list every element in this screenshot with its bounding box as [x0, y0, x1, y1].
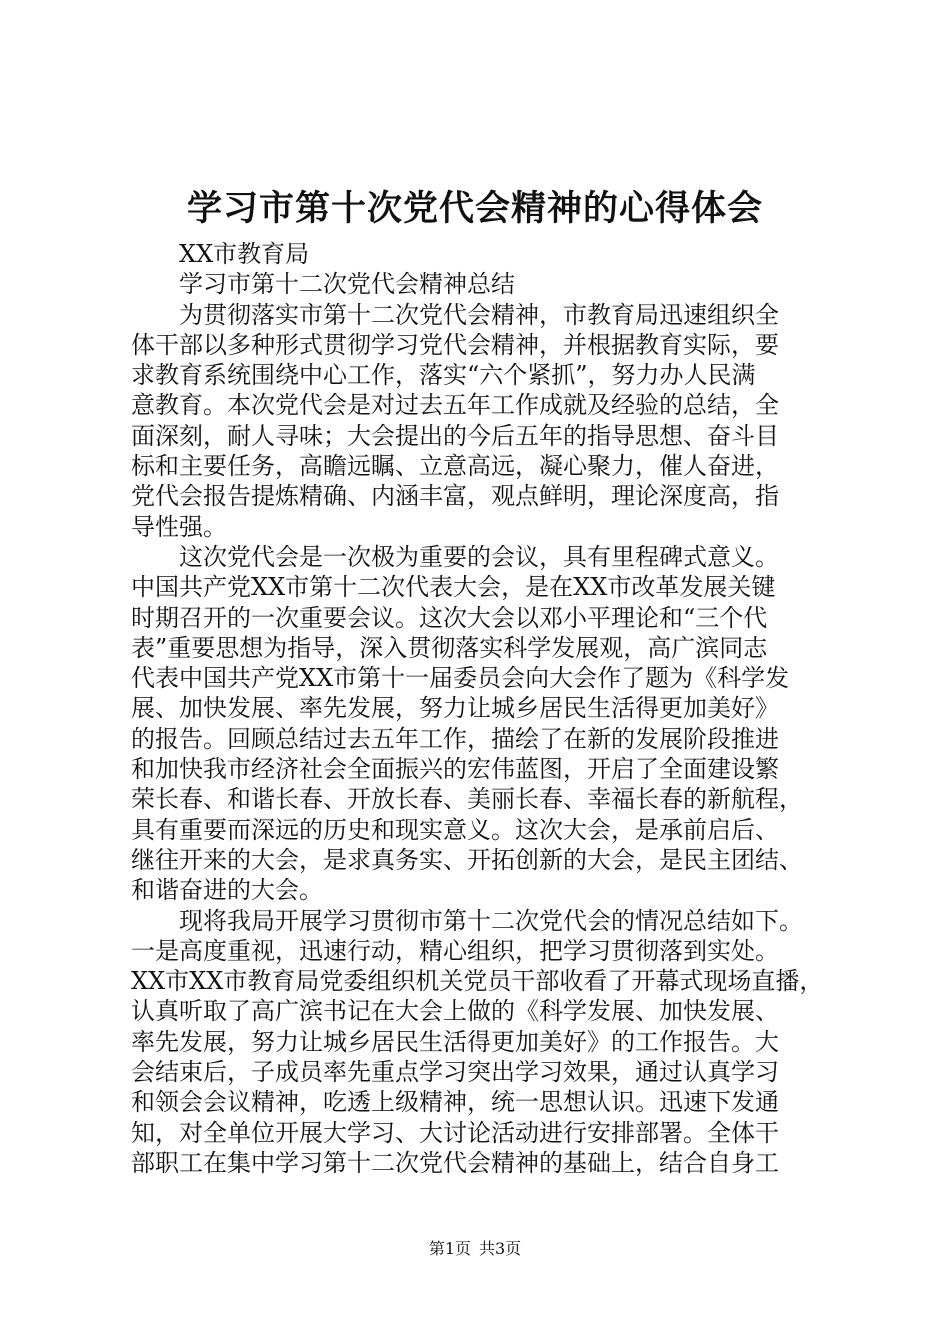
body-line: 和加快我市经济社会全面振兴的宏伟蓝图，开启了全面建设繁: [131, 755, 779, 784]
body-line: 知，对全单位开展大学习、大讨论活动进行安排部署。全体干: [131, 1118, 779, 1147]
body-line: 中国共产党XX市第十二次代表大会，是在XX市改革发展关键: [131, 573, 776, 602]
body-line: 面深刻，耐人寻味；大会提出的今后五年的指导思想、奋斗目: [131, 421, 779, 450]
body-line: 一是高度重视，迅速行动，精心组织，把学习贯彻落到实处。: [131, 936, 779, 965]
body-line: 党代会报告提炼精确、内涵丰富，观点鲜明，理论深度高，指: [131, 482, 779, 511]
body-line: 和领会会议精神，吃透上级精神，统一思想认识。迅速下发通: [131, 1088, 779, 1117]
body-line: 求教育系统围绕中心工作，落实“六个紧抓”，努力办人民满: [131, 361, 756, 390]
document-body: [131, 239, 827, 1178]
page-footer: [0, 1237, 950, 1261]
body-line: XX市教育局: [179, 240, 310, 268]
body-line: 部职工在集中学习第十二次党代会精神的基础上，结合自身工: [131, 1148, 779, 1177]
body-line: 表”重要思想为指导，深入贯彻落实科学发展观，高广滨同志: [131, 633, 768, 662]
body-line: 导性强。: [131, 512, 227, 541]
body-line: 继往开来的大会，是求真务实、开拓创新的大会，是民主团结、: [131, 845, 803, 874]
page-number: 第1页: [428, 1239, 471, 1258]
page-total: 共3页: [479, 1239, 522, 1258]
body-line: 的报告。回顾总结过去五年工作，描绘了在新的发展阶段推进: [131, 724, 779, 753]
document-title: 学习市第十次党代会精神的心得体会: [186, 188, 763, 229]
body-line: 意教育。本次党代会是对过去五年工作成就及经验的总结，全: [131, 391, 779, 420]
body-line: 荣长春、和谐长春、开放长春、美丽长春、幸福长春的新航程，: [131, 785, 803, 814]
body-line: XX市XX市教育局党委组织机关党员干部收看了开幕式现场直播，: [131, 967, 824, 996]
body-line: 为贯彻落实市第十二次党代会精神，市教育局迅速组织全: [179, 300, 779, 329]
body-line: 时期召开的一次重要会议。这次大会以邓小平理论和“三个代: [131, 603, 768, 632]
body-line: 标和主要任务，高瞻远瞩、立意高远，凝心聚力，催人奋进，: [131, 452, 779, 481]
body-line: 现将我局开展学习贯彻市第十二次党代会的情况总结如下。: [179, 906, 803, 935]
body-line: 体干部以多种形式贯彻学习党代会精神，并根据教育实际，要: [131, 330, 779, 359]
body-line: 会结束后，子成员率先重点学习突出学习效果，通过认真学习: [131, 1058, 779, 1087]
body-line: 这次党代会是一次极为重要的会议，具有里程碑式意义。: [179, 542, 779, 571]
body-line: 具有重要而深远的历史和现实意义。这次大会，是承前启后、: [131, 815, 779, 844]
body-line: 代表中国共产党XX市第十一届委员会向大会作了题为《科学发: [131, 664, 790, 693]
body-line: 学习市第十二次党代会精神总结: [179, 270, 515, 299]
body-line: 率先发展，努力让城乡居民生活得更加美好》的工作报告。大: [131, 1027, 779, 1056]
body-line: 认真听取了高广滨书记在大会上做的《科学发展、加快发展、: [131, 997, 779, 1026]
body-line: 和谐奋进的大会。: [131, 876, 323, 905]
body-line: 展、加快发展、率先发展，努力让城乡居民生活得更加美好》: [131, 694, 779, 723]
